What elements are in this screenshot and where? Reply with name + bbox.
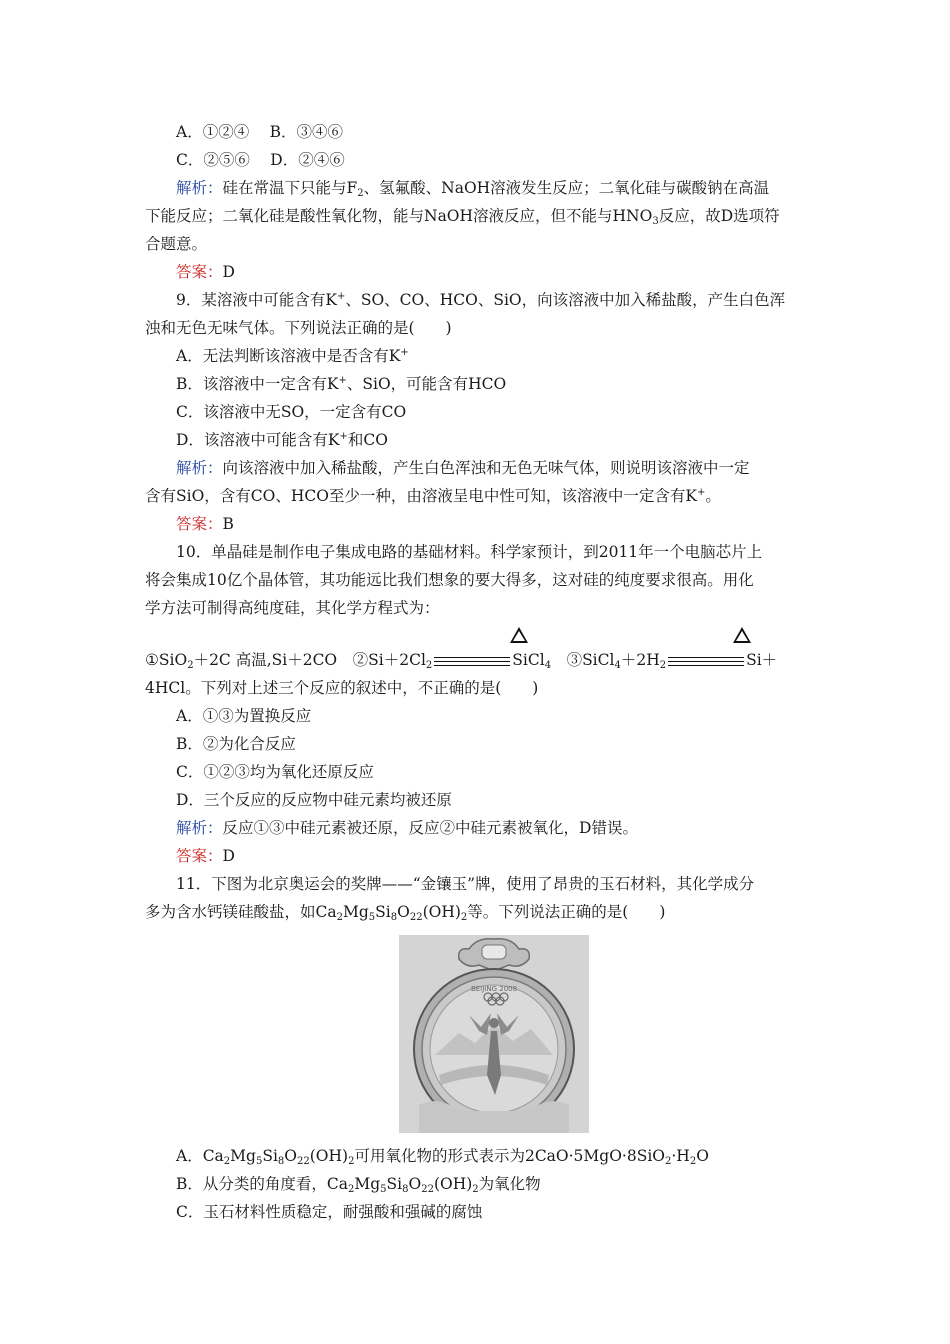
answer-label: 答案： [176, 515, 223, 533]
q9-stem-line-2: 浊和无色无味气体。下列说法正确的是( ) [145, 319, 452, 337]
q9-stem-line-1: 9．某溶液中可能含有K+、SO、CO、HCO、SiO，向该溶液中加入稀盐酸，产生白色浑 [176, 291, 786, 309]
q9-option-d: D．该溶液中可能含有K+和CO [176, 431, 388, 449]
answer-label: 答案： [176, 847, 223, 865]
q8-options-cd: C．②⑤⑥ D．②④⑥ [176, 151, 345, 169]
q10-analysis: 解析：反应①③中硅元素被还原，反应②中硅元素被氧化，D错误。 [176, 819, 638, 837]
q8-options-ab: A．①②④ B．③④⑥ [176, 123, 344, 141]
heating-triangle-icon [510, 627, 528, 643]
analysis-label: 解析： [176, 459, 223, 477]
q10-option-b: B．②为化合反应 [176, 735, 296, 753]
q9-option-a: A．无法判断该溶液中是否含有K+ [176, 347, 409, 365]
q10-option-a: A．①③为置换反应 [176, 707, 312, 725]
q10-stem-line-2: 将会集成10亿个晶体管，其功能远比我们想象的要大得多，这对硅的纯度要求很高。用化 [145, 571, 754, 589]
analysis-label: 解析： [176, 179, 223, 197]
analysis-label: 解析： [176, 819, 223, 837]
q10-option-d: D．三个反应的反应物中硅元素均被还原 [176, 791, 452, 809]
olympic-medal-image [399, 935, 589, 1133]
q8-answer: 答案：D [176, 263, 235, 281]
q8-analysis-line-1: 解析：硅在常温下只能与$F_2$、氢氟酸、NaOH溶液发生反应；二氧化硅与碳酸钠在高温 [176, 179, 770, 199]
q9-option-b: B．该溶液中一定含有K+、SiO，可能含有HCO [176, 375, 507, 393]
q9-answer: 答案：B [176, 515, 234, 533]
q9-analysis-line-2: 含有SiO，含有CO、HCO至少一种，由溶液呈电中性可知，该溶液中一定含有K+。 [145, 487, 721, 505]
q10-stem-line-4: 4HCl。下列对上述三个反应的叙述中，不正确的是( ) [145, 679, 539, 697]
q8-analysis-line-2: 下能反应；二氧化硅是酸性氧化物，能与NaOH溶液反应，但不能与$HNO_3$反应，故D选项符 [145, 207, 780, 227]
q10-stem-line-3: 学方法可制得高纯度硅，其化学方程式为： [145, 599, 440, 617]
q8-analysis-line-3: 合题意。 [145, 235, 208, 253]
reaction-arrow-icon [432, 650, 512, 670]
medal-inscription: BEIJING 2008 [470, 985, 518, 993]
q11-option-a: A．$Ca_2Mg_5Si_8O_{22}(OH)_2$可用氧化物的形式表示为$2CaO\cdot 5MgO\cdot 8SiO_2\cdot H_2O$ [176, 1147, 709, 1167]
heating-triangle-icon [733, 627, 751, 643]
reaction-arrow-icon [666, 650, 746, 670]
q11-option-b: B．从分类的角度看，$Ca_2Mg_5Si_8O_{22}(OH)_2$为氧化物 [176, 1175, 541, 1195]
q9-analysis-line-1: 解析：向该溶液中加入稀盐酸，产生白色浑浊和无色无味气体，则说明该溶液中一定 [176, 459, 750, 477]
q10-stem-line-1: 10．单晶硅是制作电子集成电路的基础材料。科学家预计，到2011年一个电脑芯片上 [176, 543, 763, 561]
q11-option-c: C．玉石材料性质稳定，耐强酸和强碱的腐蚀 [176, 1203, 483, 1221]
answer-label: 答案： [176, 263, 223, 281]
q9-option-c: C．该溶液中无SO，一定含有CO [176, 403, 407, 421]
q11-stem-line-1: 11．下图为北京奥运会的奖牌——“金镶玉”牌，使用了昂贵的玉石材料，其化学成分 [176, 875, 755, 893]
q10-equations: ①SiO$_2$＋2C 高温,Si＋2CO $②Si+2Cl_2$ SiCl$_4$ $③SiCl_4+2H_2$ Si＋ [145, 651, 778, 671]
q10-option-c: C．①②③均为氧化还原反应 [176, 763, 374, 781]
q10-answer: 答案：D [176, 847, 235, 865]
q11-stem-line-2: 多为含水钙镁硅酸盐，如$Ca_2Mg_5Si_8O_{22}(OH)_2$等。下列说法正确的是( ) [145, 903, 666, 923]
